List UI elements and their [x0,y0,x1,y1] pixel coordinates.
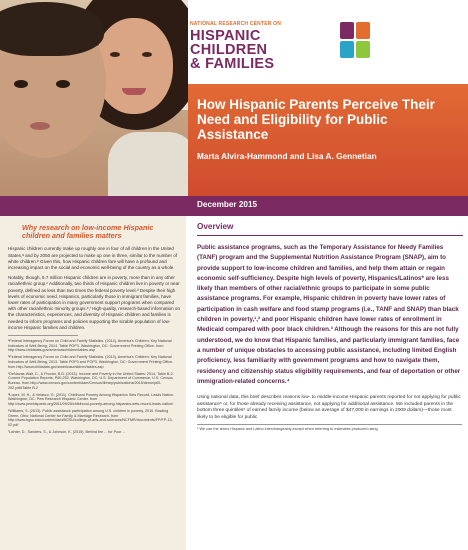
sidebar-note: ᵃFederal Interagency Forum on Child and Family Statistics. (2014). America's Children: Key National Indicators of Well-Being, 2014. Table POP3. Washington, DC: Government Printing Office. from http://www.childstats.gov/americaschildren/tables.asp [8,339,172,353]
sidebar-note: ᵈLopez, M. H., & Velasco, G. (2011). Childhood Poverty Among Hispanics Sets Record, Leads Nation. Washington, DC: Pew Research Hispanic Center. from http://www.pewhispanic.org/2011/09/28/childhood-poverty-among-hispanics-sets-record-leads-nation/ [8,392,174,407]
logo-mark-icon [340,22,370,58]
sidebar-note: ᶜDeNavas-Walt, C., & Proctor, B.D. (2015). Income and Poverty in the United States: 2014, Table B-2. Current Population Reports, P60-252. Washington, DC: U.S. Department of Commerce, U.S. Census Bureau. from http://www.census.gov/content/dam/Census/library/publications/2015/demo/p60-252.pdf#Table B-2 [8,371,174,390]
logo-top-text: NATIONAL RESEARCH CENTER ON [190,21,282,27]
publication-date: December 2015 [197,200,258,209]
overview-paragraph: Public assistance programs, such as the Temporary Assistance for Needy Families (TANF) program and the Supplemental Nutrition Assistance Program (SNAP), aim to provide support to low-income children and families, and help them attain or regain economic self-sufficiency. Despite high levels of poverty, Hispanics/Latinos* are less likely than members of other racial/ethnic groups to participate in some public assistance programs. For example, Hispanic children in poverty have lower rates of participation in cash welfare and food stamp programs (i.e., TANF and SNAP) than black children in poverty,¹,² and poor Hispanic children have lower rates of enrollment in Medicaid compared with poor black children.³ Although the reasons for this are not fully understood, we do know that Hispanic families, and particularly immigrant families, face a number of unique obstacles to accessing public assistance, including limited English proficiency, less familiarity with government programs and how to navigate them, residency and citizenship status eligibility requirements, and fear of deportation or other immigration-related concerns.⁴ [197,244,461,385]
logo-line-families: & FAMILIES [190,56,275,72]
page-title: How Hispanic Parents Perceive Their Need and Eligibility for Public Assistance [197,97,435,142]
body-paragraph: Using national data, this brief describes reasons low- to middle-income Hispanic parents reported for not applying for public assistance⁵ or, for those already receiving assistance, not applying for additional assistance. We included parents in the bottom three quintiles⁶ of earned family income (below an average of $47,000 in earnings in 2009 dollars)—those most likely to be eligible for public [197,395,461,420]
logo-line-children: CHILDREN [190,42,268,58]
sidebar-note: ᶠLichter, D., Sanders, S., & Johnson, K. (2015). Behind the ... for Poor ... [8,429,126,434]
sidebar-heading: Why research on low-income Hispanic children and families matters [22,223,154,241]
footnote: * We use the terms Hispanic and Latino interchangeably except when referring to estimates produced using [197,424,462,432]
overview-heading: Overview [197,222,234,231]
sidebar-note: ᵉWilliams, S. (2013). Public assistance participation among U.S. children in poverty, 2010. Bowling Green, Ohio: National Center for Family & Marriage Research. from http://www.bgsu.edu/content/dam/BGSU/college-of-arts-and-sciences/NCFMR/documents/FP/FP-13-02.pdf [8,408,173,428]
main-content [197,216,462,432]
logo-line-hispanic: HISPANIC [190,28,261,44]
sidebar-paragraph: Notably, though, 5.7 million Hispanic children are in poverty, more than in any other racial/ethnic group.ᶜ Additionally, two thirds of Hispanic children live in poverty or near poverty, defined as less than two times the federal poverty level.ᵈ Despite their high levels of economic need, Hispanics, particularly those in immigrant families, have lower rates of participation in many government support programs when compared with other racial/ethnic minority groups.ᵉ,ᶠ High-quality, research-based information on the characteristics, experiences, and diversity of Hispanic children and families is needed to inform programs and policies supporting the sizable population of low-income Hispanic families and children. [8,275,180,330]
overview-divider [197,235,463,236]
sidebar-paragraph: Hispanic children currently make up roughly one in four of all children in the United States,ᵃ and by 2050 are projected to make up one in three, similar to the number of white children.ᵇ Given this, how Hispanic children fare will have a profound and increasing impact on the social and economic well-being of the country as a whole. [8,246,178,271]
sidebar [0,216,186,550]
authors: Marta Alvira-Hammond and Lisa A. Gennetian [197,151,377,161]
sidebar-divider [8,335,78,336]
sidebar-note: ᵇFederal Interagency Forum on Child and Family Statistics. (2013). America's Children: Key National Indicators of Well-Being, 2013. Table POP3 and POP3. Washington, DC: Government Printing Office. from http://www.childstats.gov/americaschildren/tables.asp [8,355,174,369]
cover-photo [0,0,188,196]
sidebar-notes [8,339,180,435]
